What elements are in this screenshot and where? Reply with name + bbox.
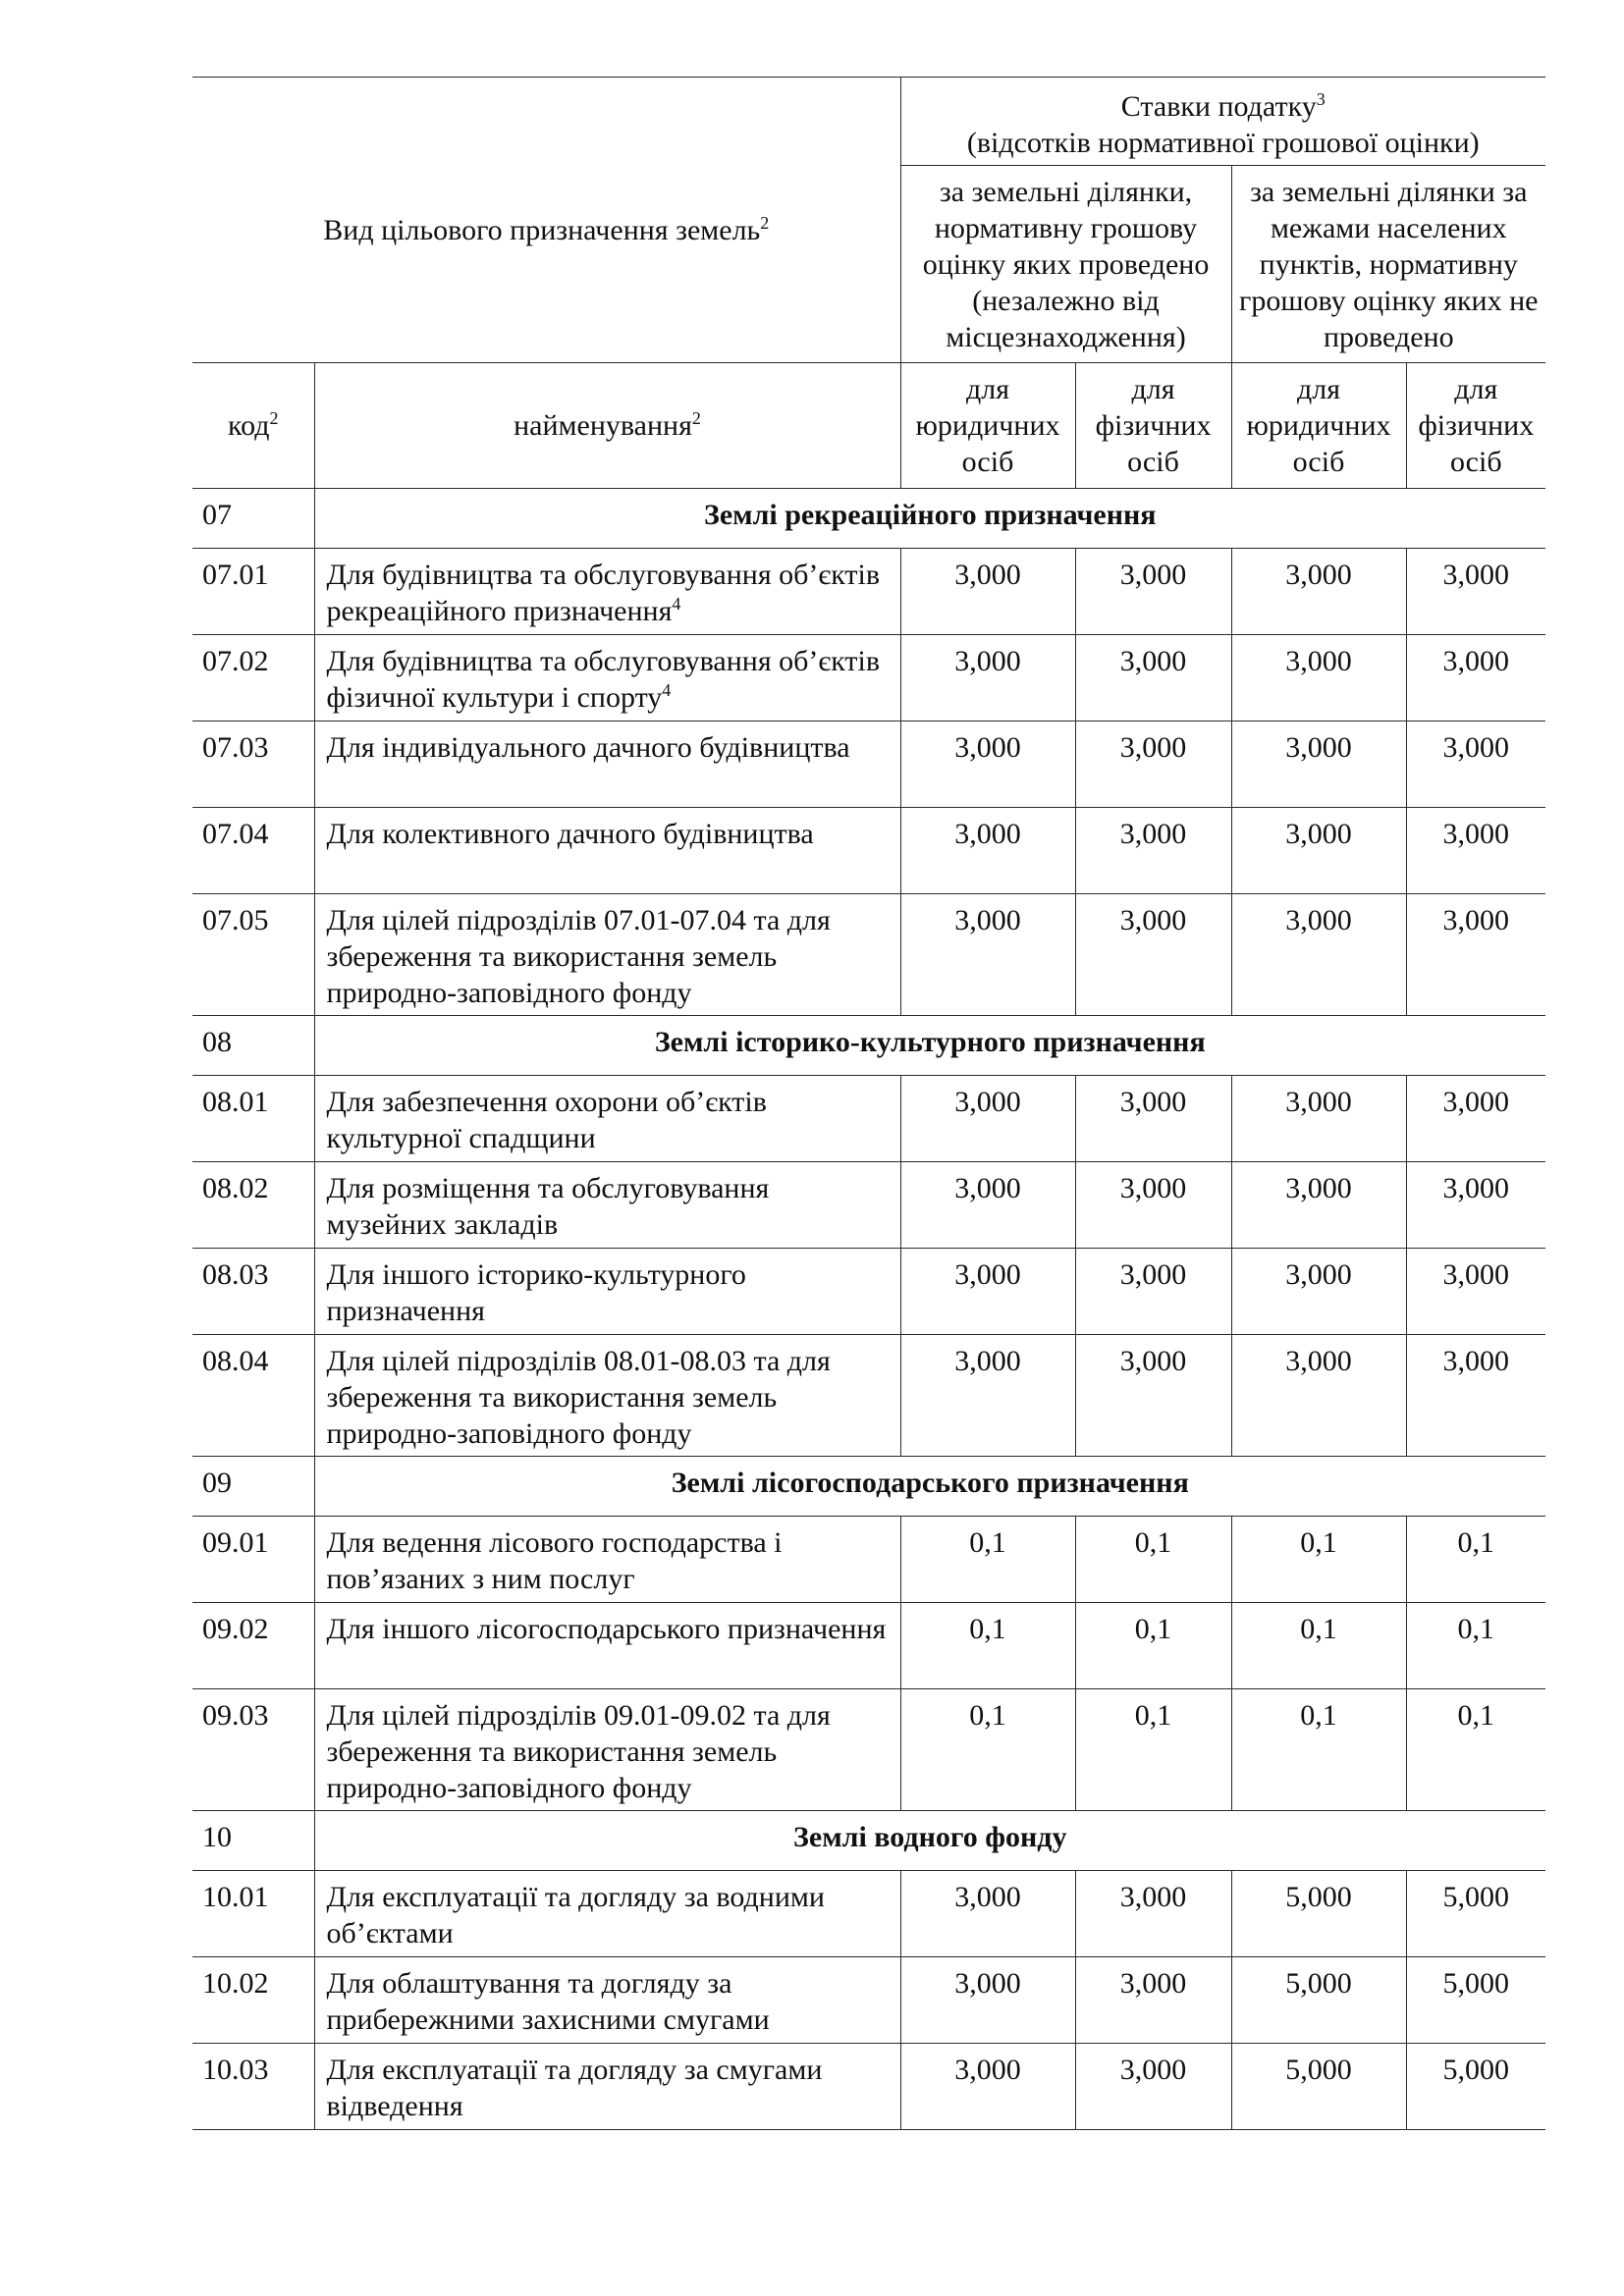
group-a-legal-value: 0,1 [900,1603,1075,1689]
group-b-individual-value: 0,1 [1406,1603,1545,1689]
row-name [314,721,900,808]
group-a-legal-value: 3,000 [900,1335,1075,1457]
row-name [314,635,900,721]
group-a-legal-value: 3,000 [900,1871,1075,1957]
group-a-individual-value: 3,000 [1075,721,1231,808]
group-b-legal-value: 3,000 [1231,635,1406,721]
group-b-legal-value: 3,000 [1231,808,1406,894]
row-name-text: Для цілей підрозділів 09.01-09.02 та для збереження та використання земель природно-заповідного фонду [326,1699,831,1804]
row-name [314,1249,900,1335]
group-a-individual-value: 0,1 [1075,1517,1231,1603]
group-a-individual-value: 3,000 [1075,808,1231,894]
footnote-marker: 4 [662,680,672,700]
row-name-text: Для експлуатації та догляду за водними об’єктами [326,1881,825,1949]
row-name [314,808,900,894]
row-name [314,549,900,635]
group-a-individual-value: 3,000 [1075,2044,1231,2130]
group-a-individual-value: 3,000 [1075,1162,1231,1249]
row-code: 07.05 [192,894,314,1016]
group-a-individual-value: 3,000 [1075,1957,1231,2044]
row-name [314,1689,900,1811]
group-b-legal-value: 3,000 [1231,1162,1406,1249]
group-b-legal-value: 3,000 [1231,1076,1406,1162]
group-b-legal-value: 5,000 [1231,1871,1406,1957]
group-a-legal-value: 3,000 [900,635,1075,721]
group-b-individual-value: 3,000 [1406,1162,1545,1249]
group-a-individual-value: 3,000 [1075,1335,1231,1457]
row-name-text: Для цілей підрозділів 08.01-08.03 та для збереження та використання земель природно-заповідного фонду [326,1345,831,1450]
row-name [314,1871,900,1957]
group-b-individual-value: 5,000 [1406,1871,1545,1957]
group-a-legal-header: для юридичних осіб [900,363,1075,489]
group-b-individual-value: 3,000 [1406,894,1545,1016]
section-code: 10 [192,1811,314,1871]
table-row [192,1871,1545,1957]
row-code: 08.03 [192,1249,314,1335]
group-b-legal-value: 0,1 [1231,1689,1406,1811]
group-b-legal-value: 3,000 [1231,721,1406,808]
table-row [192,808,1545,894]
group-a-legal-value: 3,000 [900,1076,1075,1162]
table-row [192,1517,1545,1603]
table-row [192,549,1545,635]
land-use-type-header: Вид цільового призначення земель$^2$ [192,78,900,363]
group-b-legal-value: 5,000 [1231,2044,1406,2130]
table-row [192,1162,1545,1249]
group-a-legal-value: 3,000 [900,1957,1075,2044]
group-a-legal-value: 3,000 [900,549,1075,635]
section-code: 08 [192,1016,314,1076]
header-row-1 [192,78,1545,166]
table-row [192,894,1545,1016]
table-row [192,1249,1545,1335]
row-name [314,2044,900,2130]
row-code: 09.03 [192,1689,314,1811]
row-name-text: Для облаштування та догляду за прибережними захисними смугами [326,1967,770,2036]
table-row [192,721,1545,808]
row-code: 07.04 [192,808,314,894]
group-b-legal-value: 5,000 [1231,1957,1406,2044]
row-code: 09.01 [192,1517,314,1603]
row-name-text: Для розміщення та обслуговування музейних закладів [326,1172,770,1241]
row-name [314,1162,900,1249]
header-row-3 [192,363,1545,489]
group-b-individual-header: для фізичних осіб [1406,363,1545,489]
tax-rates-table [192,77,1545,2130]
row-name-text: Для ведення лісового господарства і пов’язаних з ним послуг [326,1526,783,1595]
row-name-text: Для колективного дачного будівництва [326,818,814,850]
section-row [192,1016,1545,1076]
group-b-individual-value: 5,000 [1406,1957,1545,2044]
group-b-legal-value: 0,1 [1231,1517,1406,1603]
group-a-individual-value: 0,1 [1075,1603,1231,1689]
group-b-individual-value: 3,000 [1406,1335,1545,1457]
row-name-text: Для індивідуального дачного будівництва [326,731,850,764]
group-a-header: за земельні ділянки, нормативну грошову оцінку яких проведено (незалежно від місцезнаходження) [900,166,1231,363]
section-code: 07 [192,489,314,549]
table-row [192,635,1545,721]
section-row [192,489,1545,549]
group-b-individual-value: 3,000 [1406,1249,1545,1335]
table-row [192,1957,1545,2044]
row-name-text: Для будівництва та обслуговування об’єктів фізичної культури і спорту [326,645,881,714]
group-b-legal-value: 0,1 [1231,1603,1406,1689]
group-b-legal-header: для юридичних осіб [1231,363,1406,489]
row-code: 09.02 [192,1603,314,1689]
group-a-legal-value: 3,000 [900,1249,1075,1335]
group-a-legal-value: 3,000 [900,1162,1075,1249]
group-a-individual-value: 3,000 [1075,549,1231,635]
group-a-individual-value: 3,000 [1075,635,1231,721]
code-header: код$^2$ [192,363,314,489]
group-a-individual-value: 3,000 [1075,1076,1231,1162]
group-a-legal-value: 0,1 [900,1689,1075,1811]
group-b-individual-value: 3,000 [1406,808,1545,894]
group-a-legal-value: 3,000 [900,2044,1075,2130]
row-name-text: Для експлуатації та догляду за смугами відведення [326,2054,823,2122]
row-name-text: Для цілей підрозділів 07.01-07.04 та для збереження та використання земель природно-заповідного фонду [326,904,831,1009]
row-name [314,1957,900,2044]
name-header: найменування$^2$ [314,363,900,489]
row-code: 10.02 [192,1957,314,2044]
section-row [192,1811,1545,1871]
row-code: 08.02 [192,1162,314,1249]
tax-rates-header: Ставки податку$^3$ (відсотків нормативної грошової оцінки) [900,78,1545,166]
section-title: Землі історико-культурного призначення [314,1016,1545,1076]
group-b-legal-value: 3,000 [1231,549,1406,635]
row-name-text: Для іншого лісогосподарського призначення [326,1613,887,1645]
row-code: 10.03 [192,2044,314,2130]
group-a-legal-value: 3,000 [900,721,1075,808]
group-a-individual-value: 3,000 [1075,1249,1231,1335]
section-code: 09 [192,1457,314,1517]
group-b-individual-value: 5,000 [1406,2044,1545,2130]
row-name-text: Для забезпечення охорони об’єктів культурної спадщини [326,1086,767,1154]
row-name-text: Для будівництва та обслуговування об’єктів рекреаційного призначення [326,559,881,627]
row-code: 08.04 [192,1335,314,1457]
table-row [192,1335,1545,1457]
group-b-legal-value: 3,000 [1231,1249,1406,1335]
footnote-marker: 4 [672,594,681,614]
row-name [314,1335,900,1457]
section-title: Землі рекреаційного призначення [314,489,1545,549]
group-a-individual-value: 3,000 [1075,1871,1231,1957]
row-code: 07.02 [192,635,314,721]
group-b-individual-value: 0,1 [1406,1689,1545,1811]
group-b-individual-value: 0,1 [1406,1517,1545,1603]
row-name [314,1076,900,1162]
row-name-text: Для іншого історико-культурного призначення [326,1258,746,1327]
section-title: Землі водного фонду [314,1811,1545,1871]
section-row [192,1457,1545,1517]
group-a-individual-value: 0,1 [1075,1689,1231,1811]
row-code: 07.01 [192,549,314,635]
row-code: 10.01 [192,1871,314,1957]
row-name [314,1517,900,1603]
group-b-individual-value: 3,000 [1406,635,1545,721]
row-code: 07.03 [192,721,314,808]
table-row [192,1689,1545,1811]
table-row [192,1603,1545,1689]
row-name [314,894,900,1016]
row-code: 08.01 [192,1076,314,1162]
group-a-individual-header: для фізичних осіб [1075,363,1231,489]
group-a-legal-value: 0,1 [900,1517,1075,1603]
group-a-individual-value: 3,000 [1075,894,1231,1016]
group-b-individual-value: 3,000 [1406,549,1545,635]
group-a-legal-value: 3,000 [900,808,1075,894]
group-b-header: за земельні ділянки за межами населених пунктів, нормативну грошову оцінку яких не проведено [1231,166,1545,363]
group-b-legal-value: 3,000 [1231,1335,1406,1457]
group-b-individual-value: 3,000 [1406,721,1545,808]
group-a-legal-value: 3,000 [900,894,1075,1016]
section-title: Землі лісогосподарського призначення [314,1457,1545,1517]
group-b-legal-value: 3,000 [1231,894,1406,1016]
table-row [192,1076,1545,1162]
row-name [314,1603,900,1689]
group-b-individual-value: 3,000 [1406,1076,1545,1162]
table-row [192,2044,1545,2130]
